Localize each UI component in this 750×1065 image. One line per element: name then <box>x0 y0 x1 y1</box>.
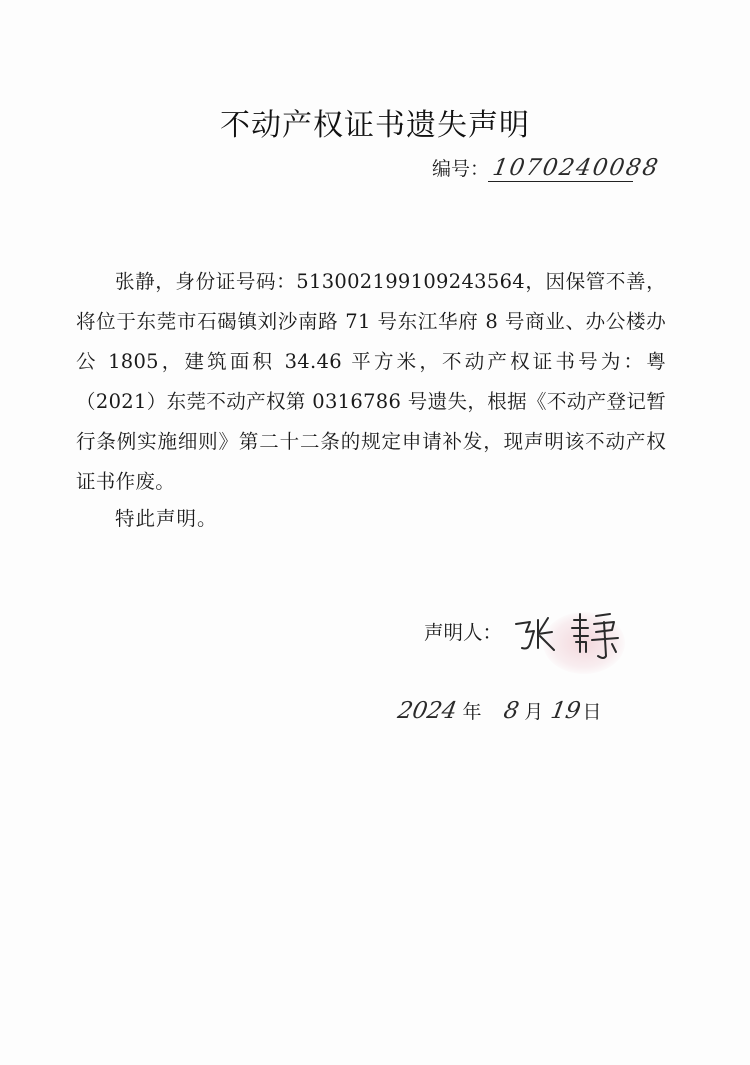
serial-label: 编号： <box>432 158 490 180</box>
document-title: 不动产权证书遗失声明 <box>220 108 530 143</box>
closing-statement: 特此声明。 <box>115 507 218 530</box>
handwritten-signature <box>500 598 640 668</box>
serial-number-row <box>432 154 662 190</box>
date-year-unit: 年 <box>462 701 482 723</box>
date-year: 2024 <box>395 698 459 724</box>
serial-underline <box>488 181 633 182</box>
date-day: 19 <box>548 698 583 724</box>
date-month-unit: 月 <box>524 701 544 723</box>
signing-date <box>395 697 610 724</box>
serial-number-handwritten: 1070240088 <box>490 155 662 181</box>
declarant-row <box>424 617 502 645</box>
date-day-unit: 日 <box>582 701 602 723</box>
declaration-body: 张静，身份证号码：513002199109243564，因保管不善，将位于东莞市石碣镇刘沙南路 71 号东江华府 8 号商业、办公楼办公 1805，建筑面积 34.46 平方米，不动产权证书号为：粤（2021）东莞不动产权第 0316786 号遗失，根据《不动产登记暂行条例实施细则》第二十二条的规定申请补发，现声明该不动产权证书作废。 <box>76 270 666 493</box>
date-month: 8 <box>501 698 521 724</box>
declarant-label: 声明人： <box>424 621 503 644</box>
